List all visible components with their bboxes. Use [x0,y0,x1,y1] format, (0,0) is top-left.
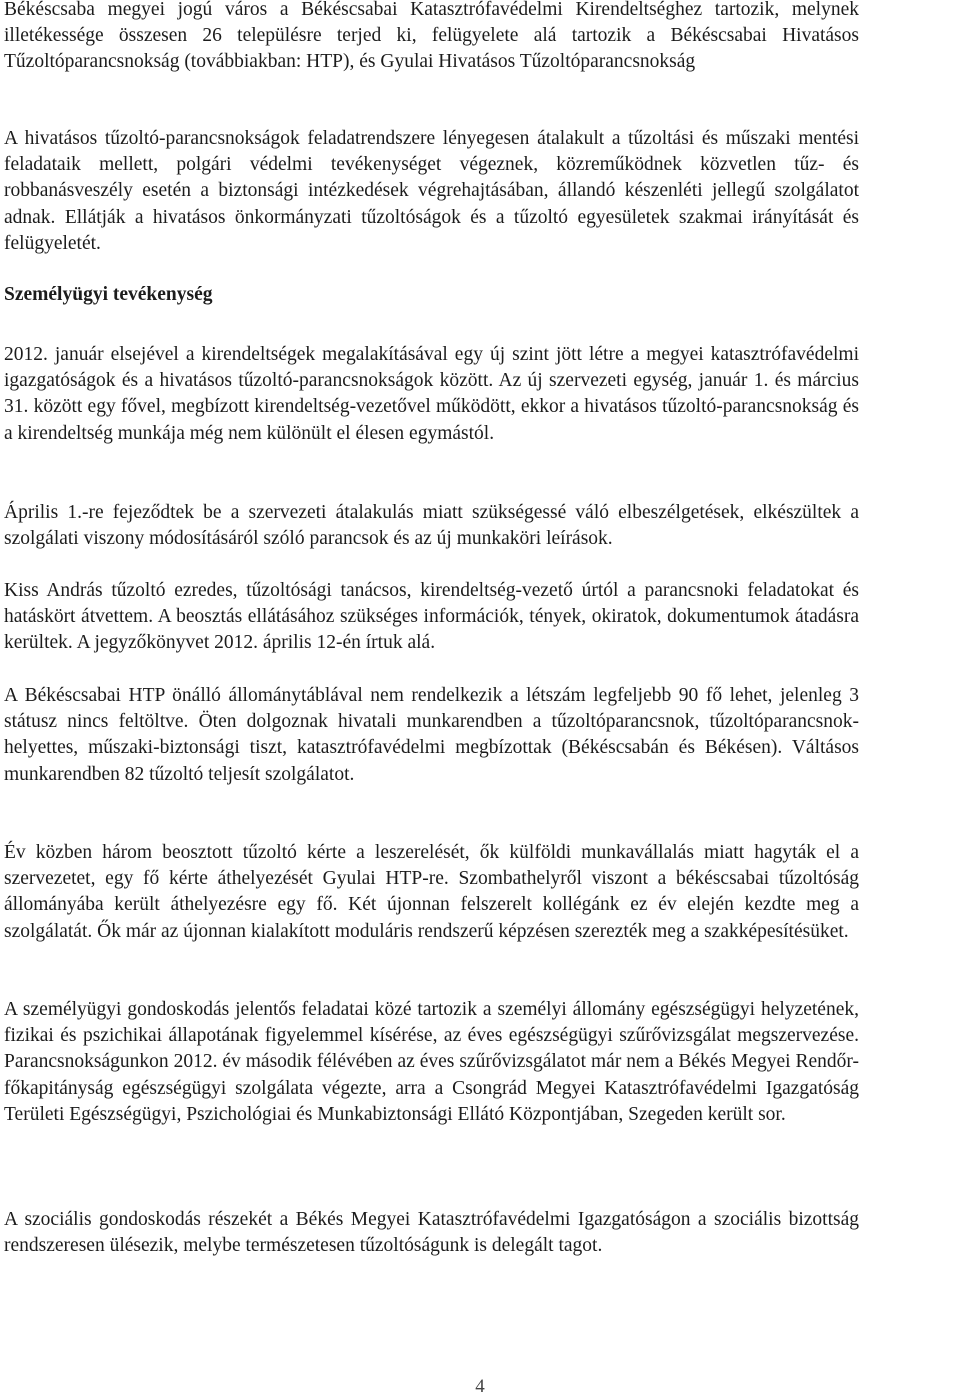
paragraph-changes: Év közben három beosztott tűzoltó kérte a leszerelését, ők külföldi munkavállalás miatt hagyták el a szervezetet, egy fő kérte áthelyezését Gyulai HTP-re. Szombathelyről viszont a békéscsabai tűzoltóság állományába került áthelyezésre egy fő. Két újonnan felszerelt kollégánk ez év elején kezdte meg a szolgálatát. Ők már az újonnan kialakított moduláris rendszerű képzésen szerezték meg a szakképesítésüket. [4,842,859,942]
section-heading: Személyügyi tevékenység [4,284,213,305]
duties-paragraph: A hivatásos tűzoltó-parancsnokságok feladatrendszere lényegesen átalakult a tűzoltási és műszaki mentési feladataik mellett, polgári védelmi tevékenységet végeznek, közreműködnek közvetlen tűz- és robbanásveszély esetén a biztonsági intézkedések végrehajtásában, állandó készenléti jellegű szolgálatot adnak. Ellátják a hivatásos önkormányzati tűzoltóságok és a tűzoltó egyesületek szakmai irányítását és felügyeletét. [4,128,859,254]
page-number: 4 [475,1376,485,1397]
paragraph-april: Április 1.-re fejeződtek be a szervezeti átalakulás miatt szükségessé váló elbeszélgetések, elkészültek a szolgálati viszony módosításáról szóló parancsok és az új munkaköri leírások. [4,502,859,550]
paragraph-reorganization: 2012. január elsejével a kirendeltségek megalakításával egy új szint jött létre a megyei katasztrófavédelmi igazgatóságok és a hivatásos tűzoltó-parancsnokságok között. Az új szervezeti egység, január 1. és március 31. között egy fővel, megbízott kirendeltség-vezetővel működött, ekkor a hivatásos tűzoltó-parancsnokság és a kirendeltség munkája még nem különült el élesen egymástól. [4,344,859,444]
intro-paragraph: Békéscsaba megyei jogú város a Békéscsabai Katasztrófavédelmi Kirendeltséghez tartozik, melynek illetékessége összesen 26 településre terjed ki, felügyelete alá tartozik a Békéscsabai Hivatásos Tűzoltóparancsnokság (továbbiakban: HTP), és Gyulai Hivatásos Tűzoltóparancsnokság [4,0,859,73]
paragraph-staffing: A Békéscsabai HTP önálló állománytáblával nem rendelkezik a létszám legfeljebb 90 fő lehet, jelenleg 3 státusz nincs feltöltve. Öten dolgoznak hivatali munkarendben a tűzoltóparancsnok, tűzoltóparancsnok-helyettes, műszaki-biztonsági tiszt, katasztrófavédelmi megbízottak (Békéscsabán és Békésen). Váltásos munkarendben 82 tűzoltó teljesít szolgálatot. [4,685,859,785]
paragraph-social-care: A szociális gondoskodás részekét a Békés Megyei Katasztrófavédelmi Igazgatóságon a szociális bizottság rendszeresen ülésezik, melybe természetesen tűzoltóságunk is delegált tagot. [4,1209,859,1257]
paragraph-handover: Kiss András tűzoltó ezredes, tűzoltósági tanácsos, kirendeltség-vezető úrtól a parancsnoki feladatokat és hatáskört átvettem. A beosztás ellátásához szükséges információk, tények, okiratok, dokumentumok átadásra kerültek. A jegyzőkönyvet 2012. április 12-én írtuk alá. [4,580,859,654]
paragraph-health-care: A személyügyi gondoskodás jelentős feladatai közé tartozik a személyi állomány egészségügyi helyzetének, fizikai és pszichikai állapotának figyelemmel kísérése, az éves egészségügyi szűrővizsgálat megszervezése. Parancsnokságunkon 2012. év második félévében az éves szűrővizsgálatot már nem a Békés Megyei Rendőr-főkapitányság egészségügyi szolgálata végezte, arra a Csongrád Megyei Katasztrófavédelmi Igazgatóság Területi Egészségügyi, Pszichológiai és Munkabiztonsági Ellátó Központjában, Szegeden került sor. [4,999,859,1125]
